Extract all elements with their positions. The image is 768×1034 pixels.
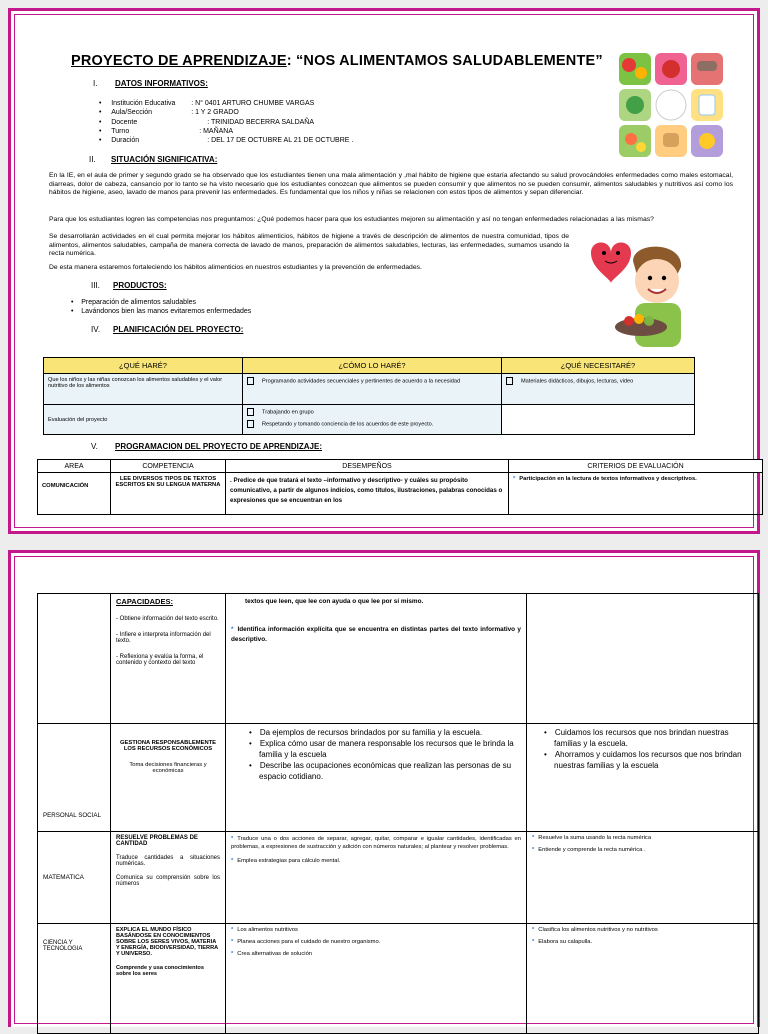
plan-header-que: ¿QUÉ HARÉ?: [44, 358, 243, 374]
prog-header-competencia: COMPETENCIA: [111, 460, 226, 473]
ps-area: PERSONAL SOCIAL: [38, 724, 111, 832]
plan-cell-what-1: Que los niños y las niñas conozcan los alimentos saludables y el valor nutritivo de los alimentos: [44, 374, 243, 405]
cont-cell-desempenos: textos que leen, que lee con ayuda o que lee por sí mismo. * Identifica información explícita que se encuentra en distintas partes del texto informativo y descriptivo.: [226, 594, 527, 724]
ps-competencia: GESTIONA RESPONSABLEMENTE LOS RECURSOS ECONÓMICOS Toma decisiones financieras y económicas: [111, 724, 226, 832]
section-5-heading: V. PROGRAMACION DEL PROYECTO DE APRENDIZAJE:: [91, 442, 322, 451]
programacion-table-continued: [37, 593, 759, 1034]
mat-desempenos: * Traduce una o dos acciones de separar, agregar, quitar, comparar e igualar cantidades, identificadas en problemas, a expresiones de sustracción y adición con números naturales; al plantear y resolver problemas. * Emplea estrategias para cálculo mental.: [226, 832, 527, 924]
star-bullet-icon: *: [231, 927, 234, 933]
plan-cell-need-1: Materiales didácticos, dibujos, lecturas, video: [502, 374, 695, 405]
planificacion-table: [43, 357, 695, 435]
situacion-paragraph-4: De esta manera estaremos fortaleciendo los hábitos alimenticios en nuestros estudiantes y la prevención de enfermedades.: [49, 264, 422, 271]
ps-desempeno-item: • Explica cómo usar de manera responsable los recursos que le brinda la familia y la escuela: [259, 738, 521, 760]
star-bullet-icon: *: [532, 835, 535, 841]
prog-header-desempenos: DESEMPEÑOS: [226, 460, 509, 473]
checkbox-icon: [247, 420, 254, 428]
datos-row: • Turno : MAÑANA: [99, 127, 234, 135]
star-bullet-icon: *: [532, 939, 535, 945]
section-2-heading: II. SITUACIÓN SIGNIFICATIVA:: [89, 155, 218, 164]
datos-row: • Aula/Sección : 1 Y 2 GRADO: [99, 109, 239, 117]
situacion-paragraph-3: Se desarrollarán actividades en el cual permita mejorar los hábitos alimenticios, hábitos de higiene a través de descripción de alimentos de nuestra comunidad, tipos de alimentos, alimentos saludables, campaña de manera correcta de lavado de manos, preparación de alimentos saludables, lecturas, las enfermedades, sumamos usando la recta numérica.: [49, 233, 569, 258]
programacion-table: [37, 459, 763, 515]
producto-item: • Preparación de alimentos saludables: [71, 299, 197, 306]
plan-cell-what-2: Evaluación del proyecto: [44, 405, 243, 435]
mat-criterios: * Resuelve la suma usando la recta numérica * Entiende y comprende la recta numérica .: [527, 832, 759, 924]
checkbox-icon: [506, 377, 513, 385]
plan-cell-need-2: [502, 405, 695, 435]
cyt-competencia: EXPLICA EL MUNDO FÍSICO BASÁNDOSE EN CONOCIMIENTOS SOBRE LOS SERES VIVOS, MATERIA Y ENERGÍA, BIODIVERSIDAD, TIERRA Y UNIVERSO. Comprende y usa conocimientos sobre los seres: [111, 924, 226, 1034]
section-4-heading: IV. PLANIFICACIÓN DEL PROYECTO:: [91, 325, 244, 334]
prog-cell-competencia: LEE DIVERSOS TIPOS DE TEXTOS ESCRITOS EN SU LENGUA MATERNA: [111, 473, 226, 515]
document-page-1: [8, 8, 760, 534]
prog-cell-criterio: * Participación en la lectura de textos informativos y descriptivos.: [509, 473, 763, 515]
document-page-2: [8, 550, 760, 1027]
plan-header-como: ¿CÓMO LO HARÉ?: [243, 358, 502, 374]
star-bullet-icon: *: [231, 939, 234, 945]
section-1-heading: I. DATOS INFORMATIVOS:: [93, 79, 208, 88]
mat-competencia: RESUELVE PROBLEMAS DE CANTIDAD Traduce cantidades a situaciones numéricas. Comunica su comprensión sobre los números: [111, 832, 226, 924]
situacion-paragraph-1: En la IE, en el aula de primer y segundo grado se ha observado que los estudiantes tienen una mala alimentación y ,mal hábito de higiene que estaría afectando su salud provocándoles enfermedades como males estomacal, diarreas, dolor de cabeza, cansancio por lo tanto se ha visto necesario que los estudiantes conozcan que alimentos se pueden consumir y que alimentos no se pueden consumir, alimentos saludables y nutritivos así como los hábitos de higiene, aseo, lavado de manos para prevenir las enfermedades. Es fundamental que los niños y niñas se relacionen con estos tipos de alimentos y sepan diferenciar.: [49, 172, 733, 197]
cyt-area: CIENCIA Y TECNOLOGIA: [38, 924, 111, 1034]
producto-item: • Lavándonos bien las manos evitaremos enfermedades: [71, 308, 252, 316]
prog-header-criterios: CRITERIOS DE EVALUACIÓN: [509, 460, 763, 473]
star-bullet-icon: *: [532, 927, 535, 933]
star-bullet-icon: *: [513, 476, 516, 482]
star-bullet-icon: *: [532, 847, 535, 853]
ps-desempeno-item: • Da ejemplos de recursos brindados por su familia y la escuela.: [259, 727, 521, 738]
checkbox-icon: [247, 408, 254, 416]
star-bullet-icon: *: [231, 626, 234, 633]
star-bullet-icon: *: [231, 836, 234, 842]
star-bullet-icon: *: [231, 858, 234, 864]
ps-criterios: [527, 724, 759, 832]
mat-area: MATEMATICA: [38, 832, 111, 924]
healthy-food-illustration: [617, 51, 725, 159]
plan-header-necesitare: ¿QUÉ NECESITARÉ?: [502, 358, 695, 374]
ps-desempenos: [226, 724, 527, 832]
datos-row: • Duración : DEL 17 DE OCTUBRE AL 21 DE OCTUBRE .: [99, 137, 354, 145]
situacion-paragraph-2: Para que los estudiantes logren las competencias nos preguntamos: ¿Qué podemos hacer para que los estudiantes mejoren su alimentación y así no tengan enfermedades relacionadas a las mismas?: [49, 216, 654, 223]
cont-cell-capacidades: CAPACIDADES: - Obtiene información del texto escrito. - Infiere e interpreta información del texto. - Reflexiona y evalúa la forma, el contenido y contexto del texto: [111, 594, 226, 724]
datos-row: • Institución Educativa : N° 0401 ARTURO CHUMBE VARGAS: [99, 100, 315, 107]
star-bullet-icon: *: [231, 951, 234, 957]
productos-list: [71, 298, 251, 317]
prog-header-area: AREA: [38, 460, 111, 473]
prog-cell-desempeno: . Predice de que tratará el texto –informativo y descriptivo- y cuáles su propósito comunicativo, a partir de algunos indicios, como títulos, ilustraciones, palabras conocidas o expresiones que se encuentran en los: [226, 473, 509, 515]
datos-row: • Docente : TRINIDAD BECERRA SALDAÑA: [99, 118, 315, 126]
prog-cell-area: COMUNICACIÓN: [38, 473, 111, 515]
datos-list: [99, 99, 353, 145]
boy-heart-illustration: [573, 231, 703, 351]
cont-cell-criterios: [527, 594, 759, 724]
project-title: PROYECTO DE APRENDIZAJE: “NOS ALIMENTAMOS SALUDABLEMENTE”: [71, 53, 603, 69]
plan-cell-how-1: Programando actividades secuenciales y pertinentes de acuerdo a la necesidad: [243, 374, 502, 405]
ps-desempeno-item: • Describe las ocupaciones económicas que realizan las personas de su espacio cotidiano.: [259, 760, 521, 782]
section-3-heading: III. PRODUCTOS:: [91, 281, 167, 290]
cont-cell-area: [38, 594, 111, 724]
ps-criterio-item: • Cuidamos los recursos que nos brindan nuestras familias y la escuela.: [554, 727, 753, 749]
checkbox-icon: [247, 377, 254, 385]
cyt-criterios: * Clasifica los alimentos nutritivos y no nutritivos * Elabora su calapulla.: [527, 924, 759, 1034]
plan-cell-how-2: Trabajando en grupo Respetando y tomando conciencia de los acuerdos de este proyecto.: [243, 405, 502, 435]
ps-criterio-item: • Ahorramos y cuidamos los recursos que nos brindan nuestras familias y la escuela: [554, 749, 753, 771]
cyt-desempenos: * Los alimentos nutritivos * Planea acciones para el cuidado de nuestro organismo. * Crea alternativas de solución: [226, 924, 527, 1034]
